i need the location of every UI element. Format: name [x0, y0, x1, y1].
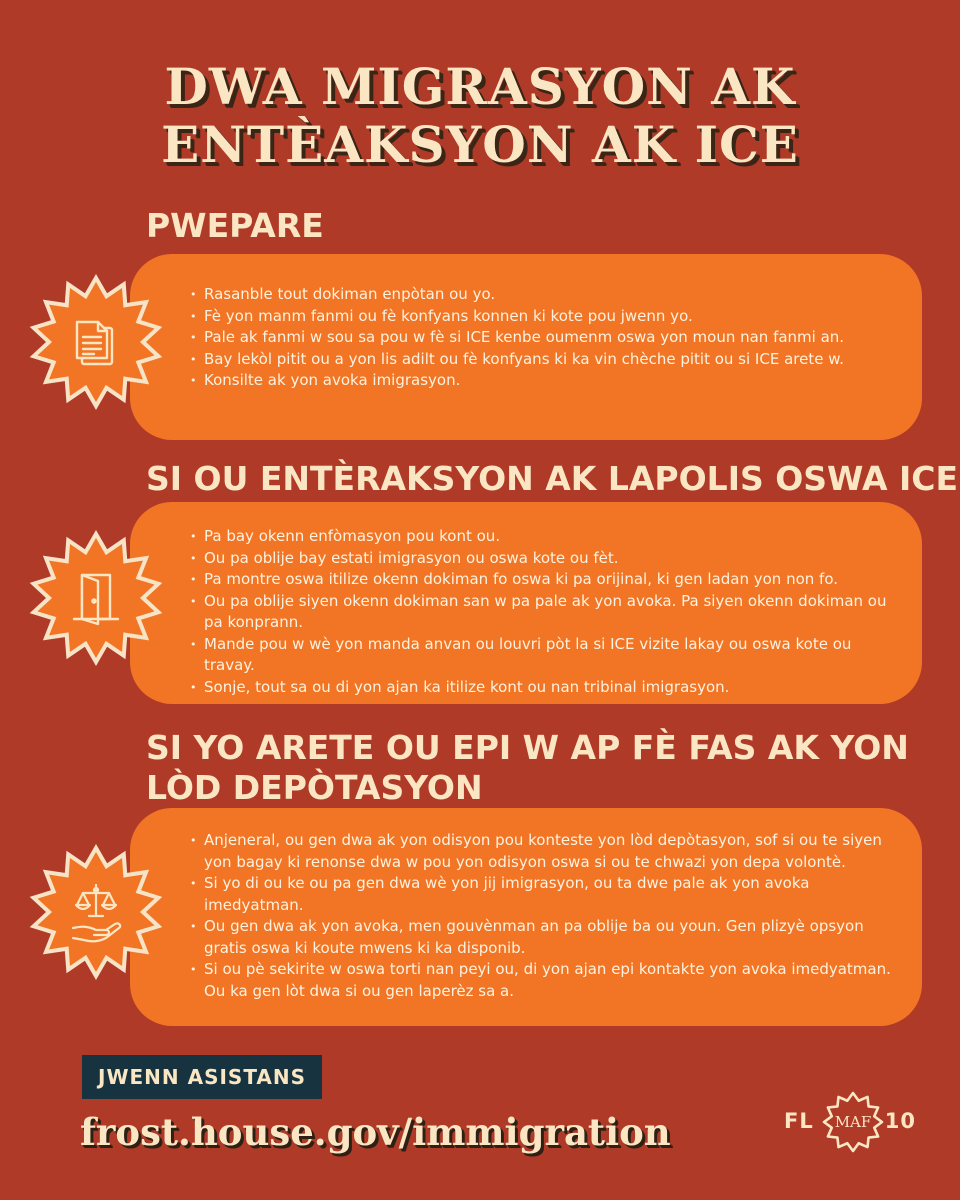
list-item: • Si ou pè sekirite w oswa torti nan peyi ou, di yon ajan epi kontakte yon avoka imedyatman. Ou ka gen lòt dwa si ou gen laperèz sa a. [190, 959, 902, 1002]
list-item: • Ou pa oblije bay estati imigrasyon ou oswa kote ou fèt. [190, 548, 902, 570]
list-item: • Pa montre oswa itilize okenn dokiman fo oswa ki pa orijinal, ki gen ladan yon non fo. [190, 569, 902, 591]
list-item: • Si yo di ou ke ou pa gen dwa wè yon jij imigrasyon, ou ta dwe pale ak yon avoka imedyatman. [190, 873, 902, 916]
deportation-heading-line-2: LÒD DEPÒTASYON [146, 768, 483, 807]
section-heading-prepare: PWEPARE [146, 206, 324, 245]
list-item: • Sonje, tout sa ou di yon ajan ka itilize kont ou nan tribinal imigrasyon. [190, 677, 902, 699]
get-help-label: JWENN ASISTANS [82, 1055, 322, 1099]
list-item: • Pa bay okenn enfòmasyon pou kont ou. [190, 526, 902, 548]
door-icon [26, 528, 166, 668]
list-item: • Pale ak fanmi w sou sa pou w fè si ICE kenbe oumenm oswa yon moun nan fanmi an. [190, 327, 902, 349]
logo-left-text: FL [784, 1109, 814, 1133]
deportation-heading-line-1: SI YO ARETE OU EPI W AP FÈ FAS AK YON [146, 728, 909, 767]
section-heading-deportation [146, 728, 909, 808]
seal-icon [822, 1082, 884, 1162]
interaction-list [190, 526, 902, 698]
deportation-list [190, 830, 902, 1002]
section-card-prepare [130, 254, 922, 440]
section-heading-interaction: SI OU ENTÈRAKSYON AK LAPOLIS OSWA ICE [146, 459, 959, 498]
section-card-deportation [130, 808, 922, 1026]
website-url[interactable]: frost.house.gov/immigration [80, 1110, 671, 1154]
list-item: • Ou gen dwa ak yon avoka, men gouvènman an pa oblije ba ou youn. Gen plizyè opsyon gratis oswa ki koute mwens ki ka disponib. [190, 916, 902, 959]
list-item: • Ou pa oblije siyen okenn dokiman san w pa pale ak yon avoka. Pa siyen okenn dokiman ou pa konprann. [190, 591, 902, 634]
title-line-1: DWA MIGRASYON AK [164, 57, 796, 116]
list-item: • Bay lekòl pitit ou a yon lis adilt ou fè konfyans ki ka vin chèche pitit ou si ICE arete w. [190, 349, 902, 371]
logo-center-text: MAF [834, 1113, 872, 1131]
list-item: • Rasanble tout dokiman enpòtan ou yo. [190, 284, 902, 306]
prepare-list [190, 284, 902, 392]
list-item: • Mande pou w wè yon manda anvan ou louvri pòt la si ICE vizite lakay ou oswa kote ou travay. [190, 634, 902, 677]
fl-maf-10-logo [784, 1082, 916, 1162]
title-line-2: ENTÈAKSYON AK ICE [161, 115, 799, 174]
scales-in-hand-icon [26, 842, 166, 982]
document-icon [26, 272, 166, 412]
list-item: • Fè yon manm fanmi ou fè konfyans konnen ki kote pou jwenn yo. [190, 306, 902, 328]
section-card-interaction [130, 502, 922, 704]
list-item: • Anjeneral, ou gen dwa ak yon odisyon pou konteste yon lòd depòtasyon, sof si ou te siyen yon bagay ki renonse dwa w pou yon odisyon oswa si ou te chwazi yon depa volontè. [190, 830, 902, 873]
list-item: • Konsilte ak yon avoka imigrasyon. [190, 370, 902, 392]
poster-title [0, 58, 960, 174]
logo-right-text: 10 [884, 1109, 916, 1133]
